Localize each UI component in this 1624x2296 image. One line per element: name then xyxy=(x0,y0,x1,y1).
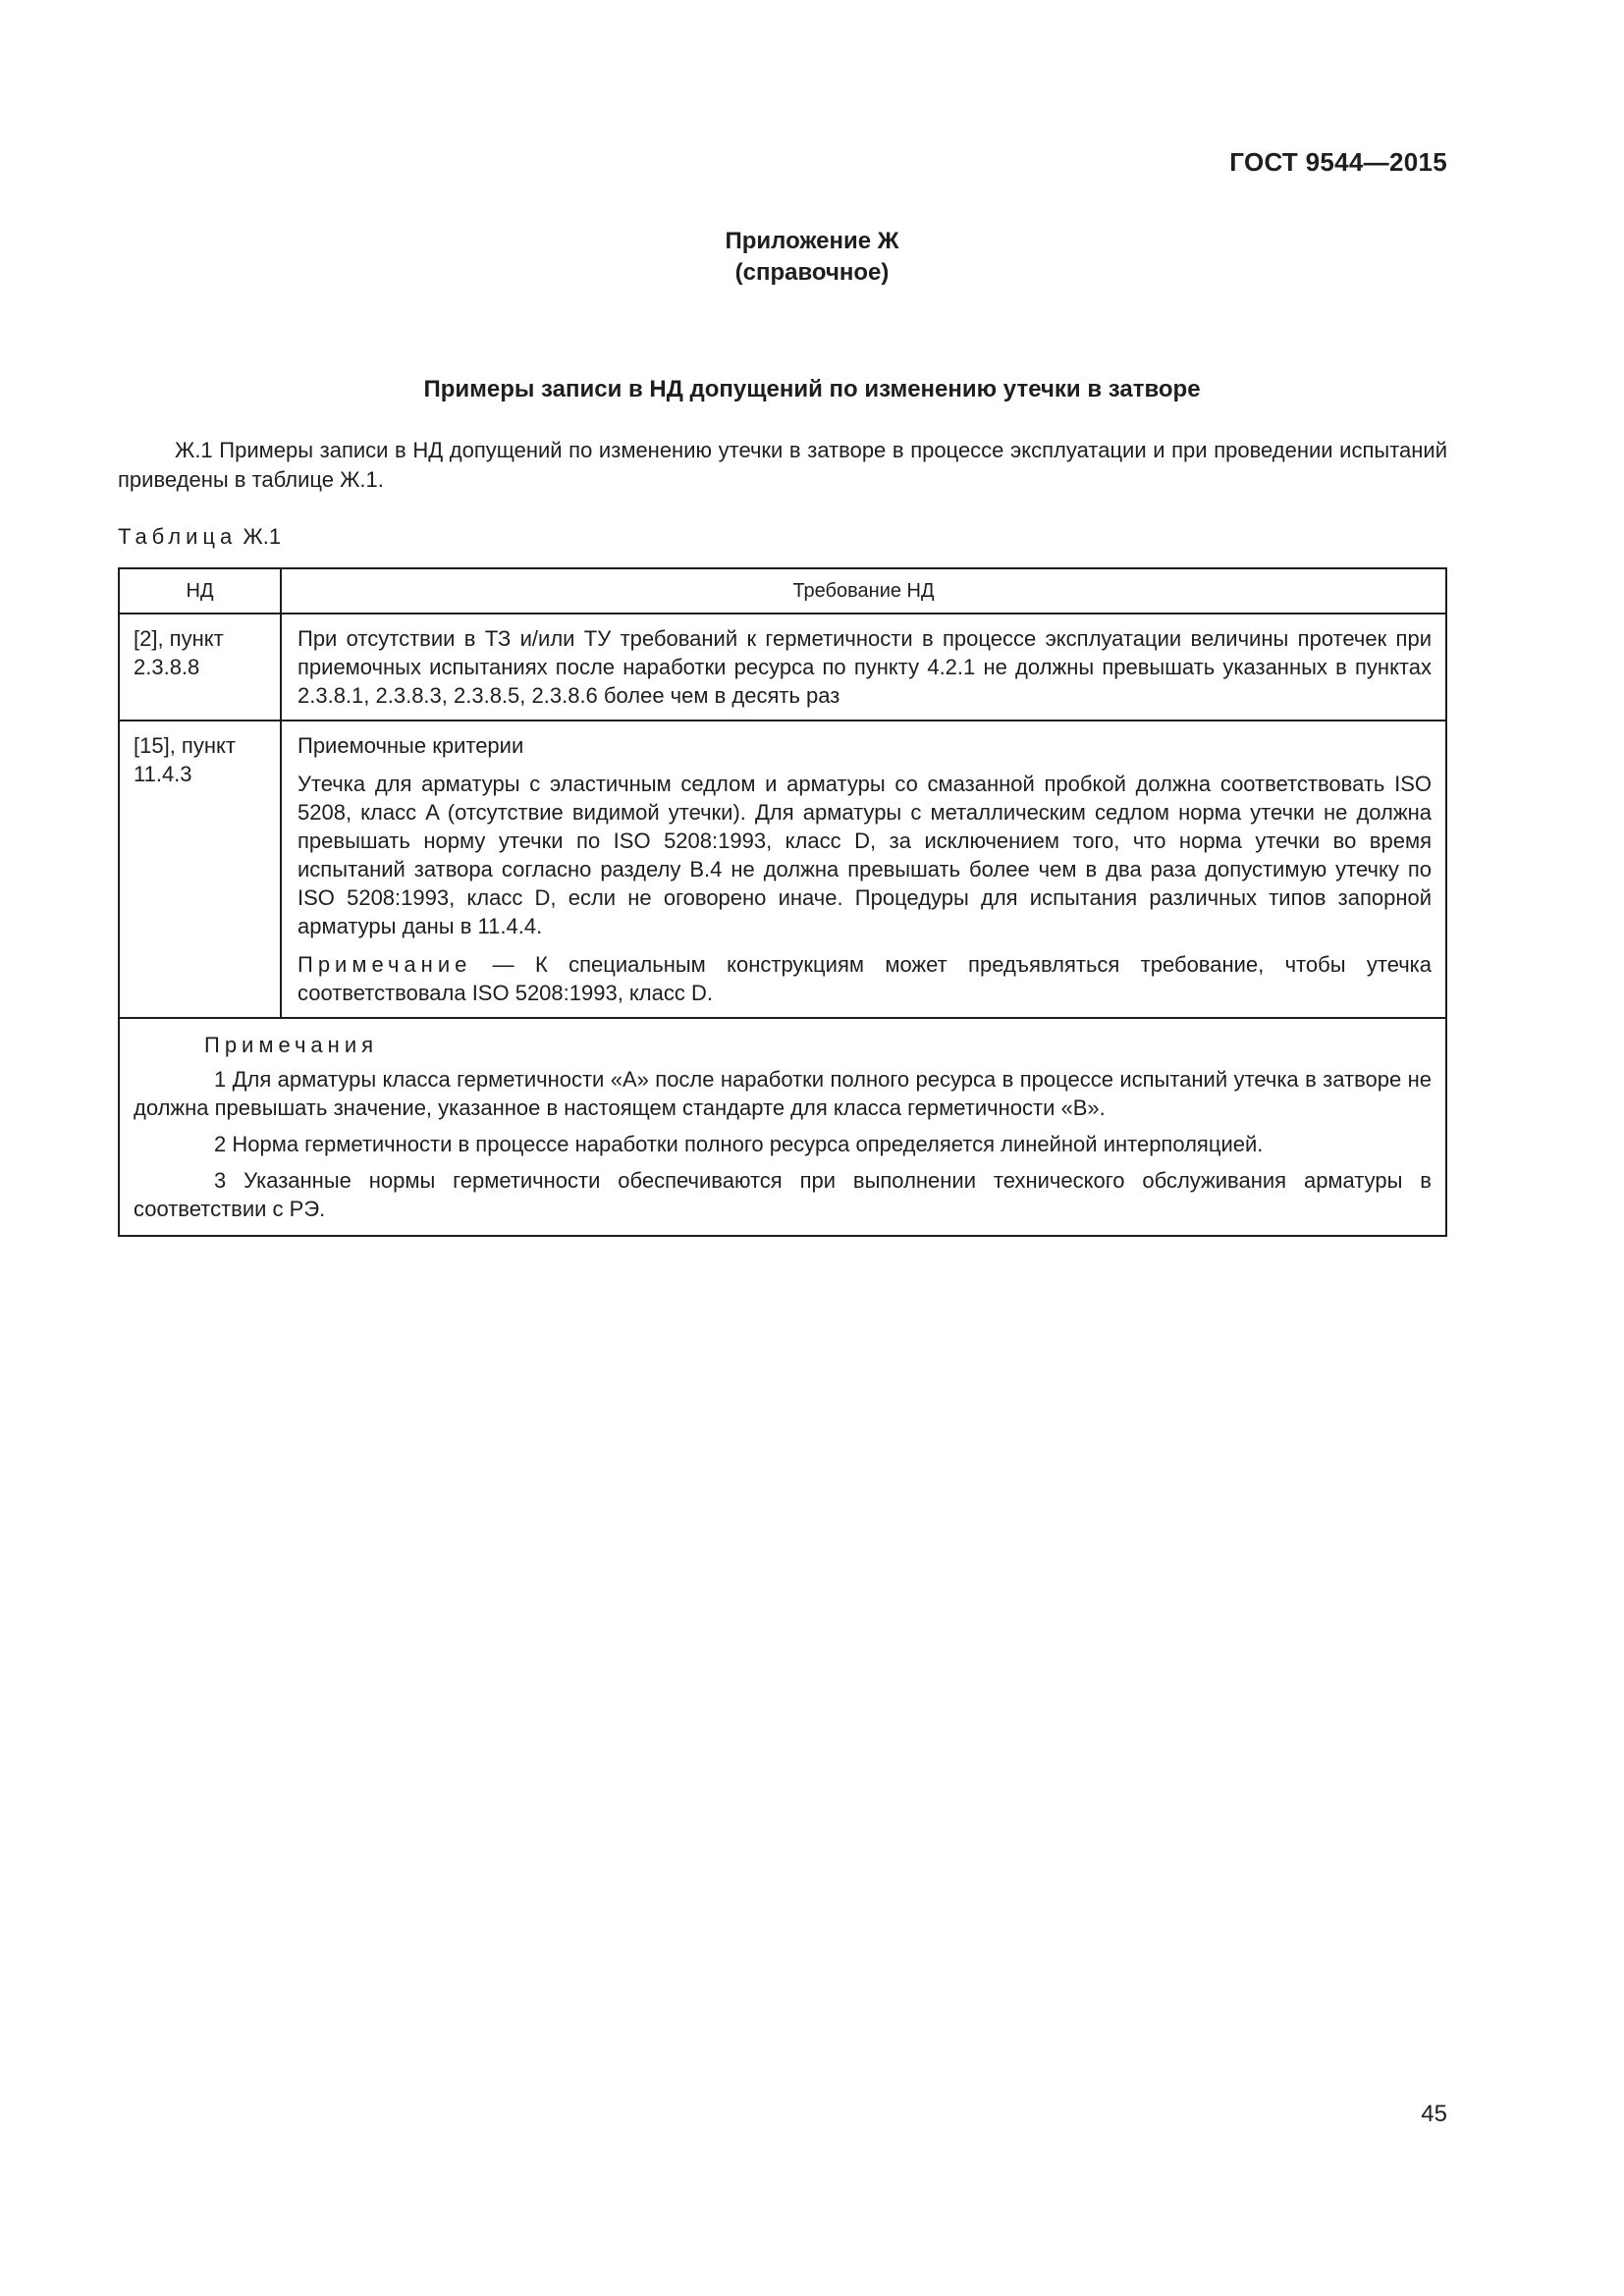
row-2-requirement-title: Приемочные критерии xyxy=(298,733,524,758)
row-1-requirement xyxy=(281,614,1446,721)
note-item-3: 3 Указанные нормы герметичности обеспечиваются при выполнении технического обслуживания арматуры в соответствии с РЭ. xyxy=(134,1168,1432,1221)
row-2-nd: [15], пункт 11.4.3 xyxy=(119,721,281,1018)
table-caption xyxy=(118,524,281,550)
notes-heading: Примечания xyxy=(204,1033,379,1057)
table-row xyxy=(119,721,1446,1018)
appendix-heading xyxy=(0,226,1624,289)
header-nd: НД xyxy=(119,568,281,614)
row-1-requirement-text: При отсутствии в ТЗ и/или ТУ требований к герметичности в процессе эксплуатации величины протечек при приемочных испытаниях после наработки ресурса по пункту 4.2.1 не должны превышать указанных в пунктах 2.3.8.1, 2.3.8.3, 2.3.8.5, 2.3.8.6 более чем в десять раз xyxy=(298,626,1432,708)
table-notes xyxy=(119,1018,1446,1236)
header-requirement: Требование НД xyxy=(281,568,1446,614)
standard-number: ГОСТ 9544—2015 xyxy=(1229,147,1447,177)
table-header-row xyxy=(119,568,1446,614)
page-number: 45 xyxy=(1421,2101,1447,2127)
row-2-requirement xyxy=(281,721,1446,1018)
row-1-nd: [2], пункт 2.3.8.8 xyxy=(119,614,281,721)
appendix-subtitle: (справочное) xyxy=(734,259,890,286)
intro-paragraph: Ж.1 Примеры записи в НД допущений по изменению утечки в затворе в процессе эксплуатации и при проведении испытаний приведены в таблице Ж.1. xyxy=(118,438,1447,492)
row-2-note xyxy=(298,950,1432,1007)
row-2-requirement-text: Утечка для арматуры с эластичным седлом и арматуры со смазанной пробкой должна соответствовать ISO 5208, класс A (отсутствие видимой утечки). Для арматуры с металлическим седлом норма утечки не должна превышать норму утечки по ISO 5208:1993, класс D, за исключением того, что норма утечки во время испытаний затвора согласно разделу B.4 не должна превышать более чем в два раза допустимую утечку по ISO 5208:1993, класс D, если не оговорено иначе. Процедуры для испытания различных типов запорной арматуры даны в 11.4.4. xyxy=(298,772,1432,938)
requirements-table xyxy=(118,567,1447,1237)
section-title: Примеры записи в НД допущений по изменению утечки в затворе xyxy=(423,376,1201,402)
table-caption-number: Ж.1 xyxy=(243,524,282,549)
table-caption-word: Таблица xyxy=(118,524,238,549)
row-2-note-label: Примечание xyxy=(298,952,472,977)
note-item-2: 2 Норма герметичности в процессе наработки полного ресурса определяется линейной интерполяцией. xyxy=(214,1132,1264,1156)
note-item-1: 1 Для арматуры класса герметичности «А» после наработки полного ресурса в процессе испытаний утечка в затворе не должна превышать значение, указанное в настоящем стандарте для класса герметичности «В». xyxy=(134,1067,1432,1120)
table-notes-row xyxy=(119,1018,1446,1236)
table-row xyxy=(119,614,1446,721)
row-2-note-text: — К специальным конструкциям может предъявляться требование, чтобы утечка соответствовала ISO 5208:1993, класс D. xyxy=(298,952,1432,1005)
appendix-title: Приложение Ж xyxy=(725,228,899,254)
